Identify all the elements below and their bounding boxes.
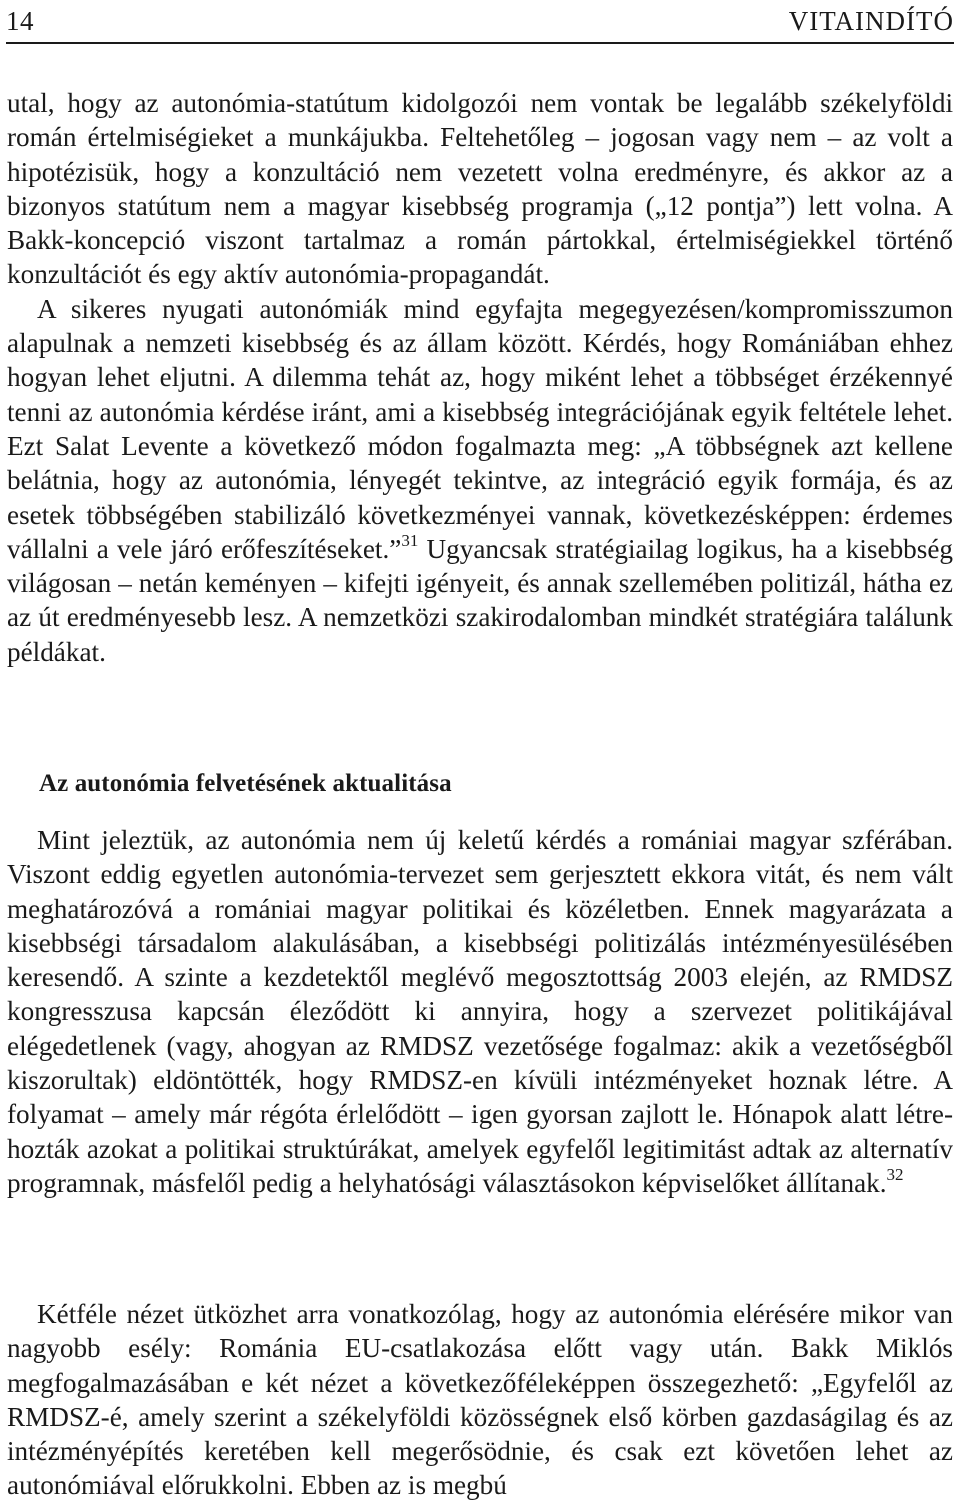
paragraph: [7, 823, 953, 1200]
text-block-intro: [7, 86, 953, 669]
running-head: VITAINDÍTÓ: [788, 6, 954, 36]
text-block-section: [7, 823, 953, 1200]
paragraph: utal, hogy az autonómia-statútum kidolgozói nem vontak be legalább székelyföldi román értelmiségieket a munkájukba. Feltehetőleg – jogosan vagy nem – az volt a hipotézisük, hogy a konzultáció nem vezetett volna eredményre, és akkor az a bizonyos statútum nem a magyar kisebbség programja („12 pontja”) lett volna. A Bakk-koncepció viszont tartalmaz a román pártokkal, értelmiségiekkel történő konzultációt és egy aktív autonómia-propagandát.: [7, 88, 953, 290]
section-heading: Az autonómia felvetésének aktualitása: [39, 770, 452, 797]
text-block-final: [7, 1297, 953, 1503]
paragraph: Kétféle nézet ütközhet arra vonatkozólag, hogy az autonómia elérésére mikor van nagyobb esély: Románia EU-csatlakozása előtt vagy után. Bakk Miklós megfogalmazásában e két nézet a következőféleképpen összegezhető: „Egyfelől az RMDSZ-é, amely szerint a székelyföldi közösségnek első körben gazdaságilag és az intézményépítés keretében kell megerősödnie, és csak ezt követően lehet az autonómiával előrukkolni. Ebben az is megbú: [7, 1299, 953, 1501]
footnote-ref: 31: [401, 530, 419, 550]
footnote-ref: 32: [886, 1164, 904, 1184]
paragraph-text: Ugyancsak stratégiailag logikus, ha a kisebbség világosan – netán keményen – kifejti igényeit, és annak szellemében politizál, hátha ez az út eredményesebb lesz. A nemzetközi szakirodalomban mindkét stratégiára találunk példákat.: [7, 533, 953, 667]
paragraph-text: Mint jeleztük, az autonómia nem új keletű kérdés a romániai magyar szférában. Viszont eddig egyetlen autonómia-tervezet sem gerjesztett ekkora vitát, és nem vált meghatározóvá a romániai magyar politikai és közéletben. Ennek magyarázata a kisebbségi társadalom alakulásában, a kisebbségi politizálás intézményesülésében keresendő. A szinte a kezdetektől meglévő megosztottság 2003 elején, az RMDSZ kongresszusa kapcsán éleződött ki annyira, hogy a szervezet politikájával elégedetlenek (vagy, ahogyan az RMDSZ vezetősége fogalmaz: akik a vezetőségből kiszorultak) eldöntötték, hogy RMDSZ-en kívüli intézményeket hoznak létre. A folyamat – amely már régóta érlelődött – igen gyorsan zajlott le. Hónapok alatt létrehozták azokat a politikai struktúrákat, amelyek egyfelől legitimitást adtak az alternatív programnak, másfelől pedig a helyhatósági választásokon képviselőket állítanak.: [7, 825, 953, 1198]
page-header: [6, 0, 954, 44]
paragraph: [7, 292, 953, 669]
page-number: 14: [6, 6, 34, 36]
paragraph-text: A sikeres nyugati autonómiák mind egyfajta megegyezésen/kompromisszumon alapulnak a nemzeti kisebbség és az állam között. Kérdés, hogy Romániában ehhez hogyan lehet eljutni. A dilemma tehát az, hogy miként lehet a többséget érzékennyé tenni az autonómia kérdése iránt, ami a kisebbség integrációjának egyik feltétele lehet. Ezt Salat Levente a következő módon fogalmazta meg: „A többségnek azt kellene belátnia, hogy az autonómia, lényegét tekintve, az integráció egyik formája, és az esetek többségében stabilizáló következményei vannak, következésképpen: érdemes vállalni a vele járó erőfeszítéseket.”: [7, 293, 953, 564]
